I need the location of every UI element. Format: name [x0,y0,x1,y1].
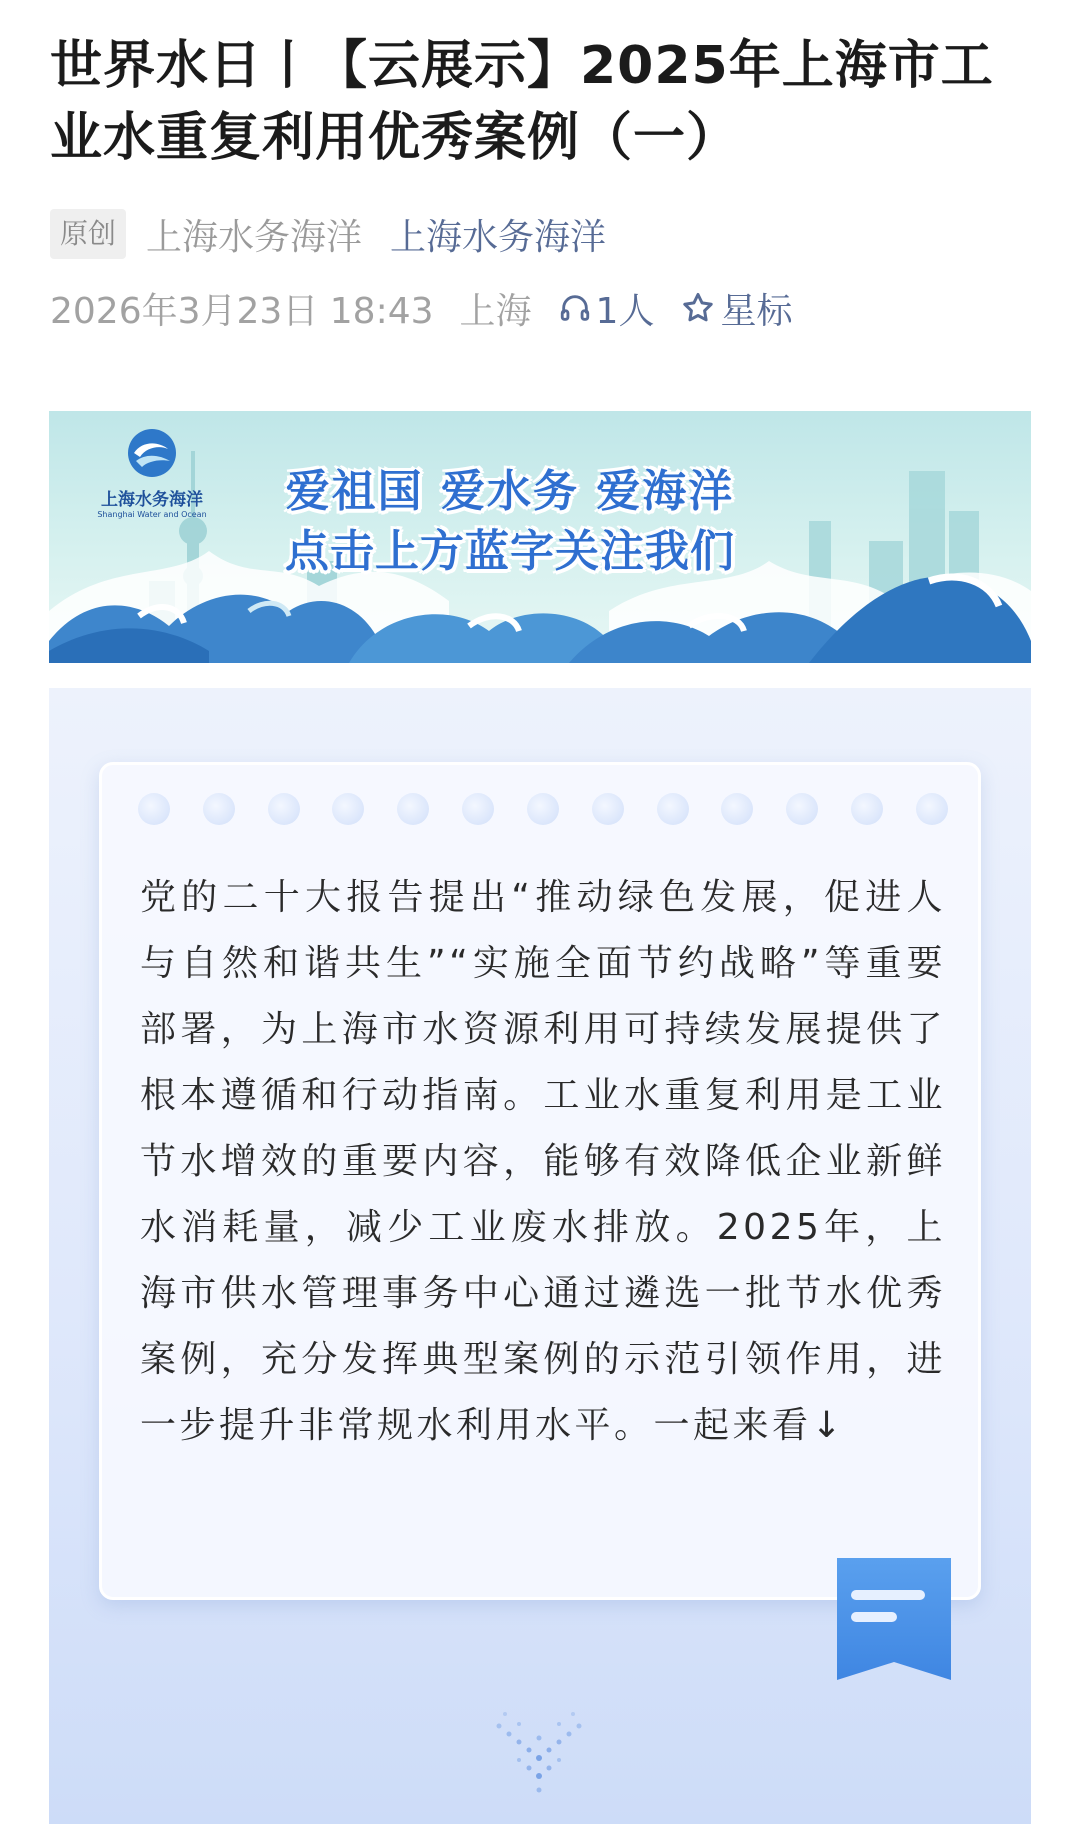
listen-count: 1人 [595,290,655,332]
article-meta-author-row [50,208,606,260]
intro-card [99,762,981,1600]
binding-dot [203,793,235,825]
binding-dot [332,793,364,825]
notebook-binding-dots [138,793,948,829]
binding-dot [851,793,883,825]
logo-text: 上海水务海洋 [101,490,203,510]
binding-dot [397,793,429,825]
original-badge: 原创 [50,209,126,259]
logo-subtext: Shanghai Water and Ocean [97,510,207,519]
intro-panel [49,688,1031,1824]
banner-slogan-line1: 爱祖国 爱水务 爱海洋 [285,466,735,517]
headphones-icon [558,291,592,325]
binding-dot [721,793,753,825]
binding-dot [138,793,170,825]
binding-dot [527,793,559,825]
star-icon [680,290,716,326]
banner-slogan-line2: 点击上方蓝字关注我们 [285,526,735,577]
intro-paragraph: 党的二十大报告提出“推动绿色发展，促进人与自然和谐共生”“实施全面节约战略”等重要部署，为上海市水资源利用可持续发展提供了根本遵循和行动指南。工业水重复利用是工业节水增效的重要内容，能够有效降低企业新鲜水消耗量，减少工业废水排放。2025年，上海市供水管理事务中心通过遴选一批节水优秀案例，充分发挥典型案例的示范引领作用，进一步提升非常规水利用水平。一起来看↓ [140,877,946,1446]
binding-dot [268,793,300,825]
binding-dot [657,793,689,825]
binding-dot [462,793,494,825]
chevron-down-icon [489,1708,589,1798]
binding-dot [916,793,948,825]
star-button[interactable] [680,283,792,334]
account-link[interactable]: 上海水务海洋 [390,216,607,258]
author-name: 上海水务海洋 [146,216,363,258]
binding-dot [786,793,818,825]
bookmark-icon [833,1554,955,1684]
follow-banner[interactable] [49,411,1031,663]
star-label: 星标 [720,290,793,332]
publish-date: 2026年3月23日 18:43 [50,290,434,332]
publish-location: 上海 [459,290,532,332]
article-meta-info-row [50,282,792,334]
article-title: 世界水日丨【云展示】2025年上海市工业水重复利用优秀案例（一） [50,36,994,168]
listen-button[interactable] [558,283,655,334]
binding-dot [592,793,624,825]
